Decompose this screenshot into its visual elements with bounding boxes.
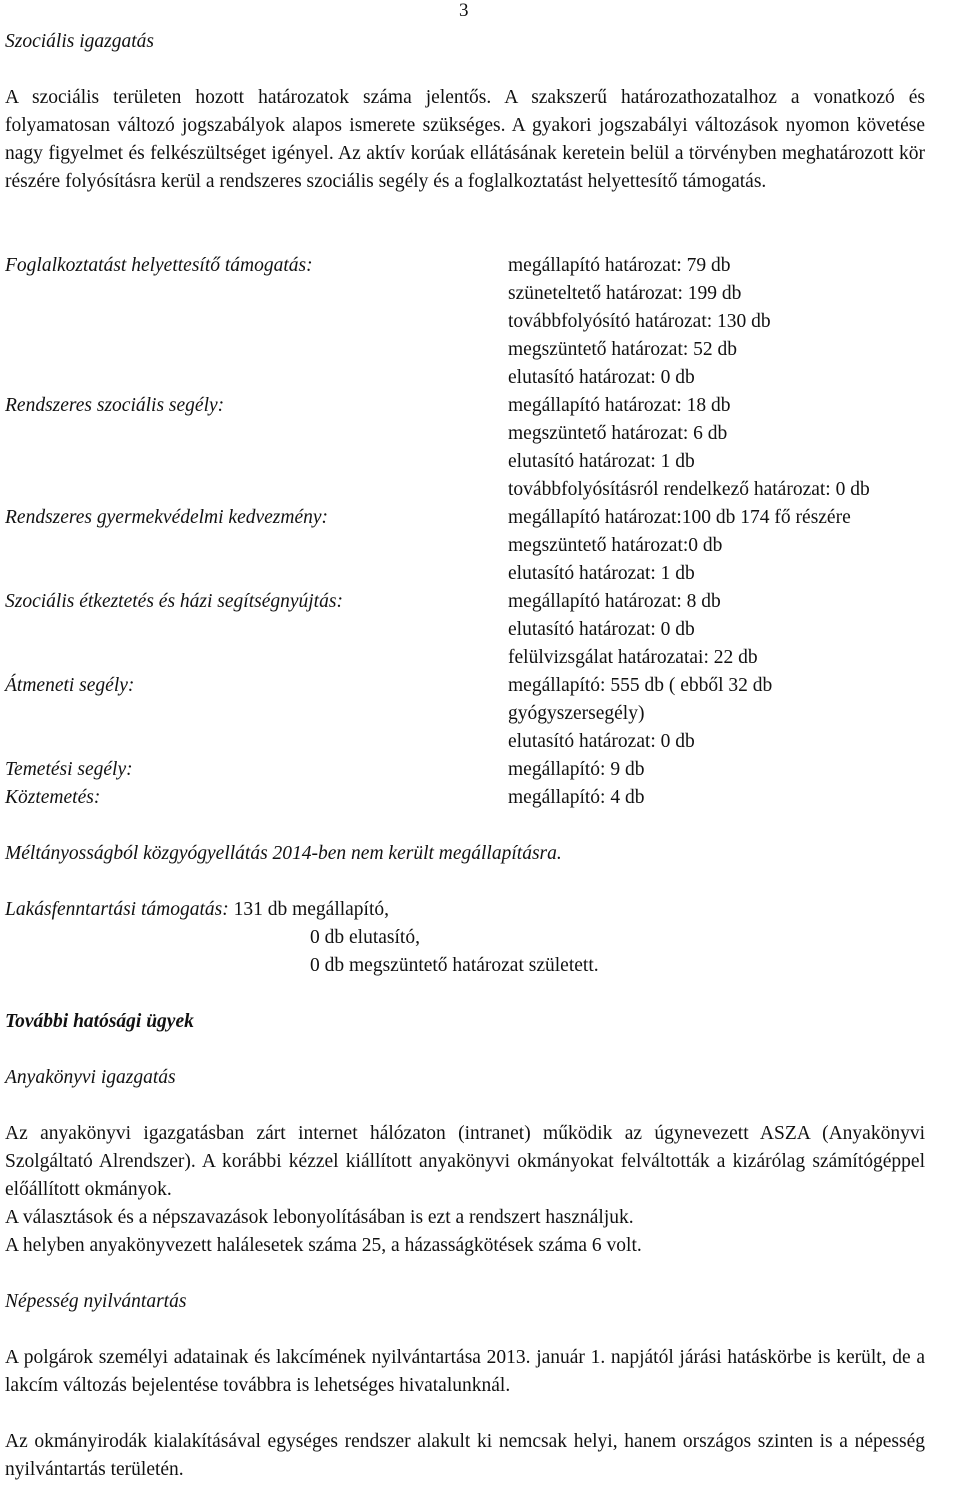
nepesseg-paragraph-1: A polgárok személyi adatainak és lakcímének nyilvántartása 2013. január 1. napjától járási hatáskörbe is került, de a lakcím változás bejelentése továbbra is lehetséges hivatalunknál.	[5, 1347, 925, 1396]
lakas-line-1	[5, 896, 389, 924]
benefit-line: elutasító határozat: 0 db	[508, 367, 695, 388]
lakas-value-3: 0 db megszüntető határozat született.	[310, 955, 599, 976]
benefit-line: elutasító határozat: 1 db	[508, 451, 695, 472]
benefit-line: megállapító: 9 db	[508, 759, 645, 780]
benefit-line: megállapító határozat: 8 db	[508, 591, 721, 612]
benefit-line: megállapító határozat: 79 db	[508, 255, 731, 276]
benefit-line: felülvizsgálat határozatai: 22 db	[508, 647, 758, 668]
benefit-line: gyógyszersegély)	[508, 703, 645, 724]
benefit-label: Köztemetés:	[5, 787, 101, 808]
benefit-line: elutasító határozat: 0 db	[508, 731, 695, 752]
benefit-line: továbbfolyósító határozat: 130 db	[508, 311, 771, 332]
benefit-line: megszüntető határozat: 52 db	[508, 339, 738, 360]
section-title: Szociális igazgatás	[5, 31, 154, 52]
lakas-label: Lakásfenntartási támogatás:	[5, 899, 229, 920]
intro-paragraph: A szociális területen hozott határozatok száma jelentős. A szakszerű határozathozatalhoz a vonatkozó és folyamatosan változó jogszabályok alapos ismerete szükséges. A gyakori jogszabályi változások nyomon követése nagy figyelmet és felkészültséget igényel. Az aktív korúak ellátásának keretein belül a törvényben meghatározott kör részére folyósításra kerül a rendszeres szociális segély és a foglalkoztatást helyettesítő támogatás.	[5, 87, 925, 192]
nepesseg-heading: Népesség nyilvántartás	[5, 1291, 187, 1312]
further-heading: További hatósági ügyek	[5, 1011, 194, 1032]
benefit-label: Szociális étkeztetés és házi segítségnyújtás:	[5, 591, 343, 612]
lakas-value-2: 0 db elutasító,	[310, 927, 420, 948]
benefit-line: megállapító határozat: 18 db	[508, 395, 731, 416]
benefit-label: Rendszeres gyermekvédelmi kedvezmény:	[5, 507, 329, 528]
page-number: 3	[459, 0, 469, 21]
benefit-line: megszüntető határozat: 6 db	[508, 423, 728, 444]
anyakonyv-heading: Anyakönyvi igazgatás	[5, 1067, 176, 1088]
nepesseg-paragraph-2: Az okmányirodák kialakításával egységes rendszer alakult ki nemcsak helyi, hanem országos szinten is a népesség nyilvántartás területén.	[5, 1431, 925, 1480]
anyakonyv-line-2: A helyben anyakönyvezett halálesetek száma 25, a házasságkötések száma 6 volt.	[5, 1235, 642, 1256]
benefit-line: megállapító: 555 db ( ebből 32 db	[508, 675, 773, 696]
benefit-line: megszüntető határozat:0 db	[508, 535, 723, 556]
benefit-line: elutasító határozat: 0 db	[508, 619, 695, 640]
benefit-line: elutasító határozat: 1 db	[508, 563, 695, 584]
benefit-line: továbbfolyósításról rendelkező határozat: 0 db	[508, 479, 870, 500]
benefit-line: megállapító: 4 db	[508, 787, 645, 808]
benefit-label: Rendszeres szociális segély:	[5, 395, 225, 416]
benefit-label: Foglalkoztatást helyettesítő támogatás:	[5, 255, 313, 276]
kozgyogy-note: Méltányosságból közgyógyellátás 2014-ben nem került megállapításra.	[5, 843, 562, 864]
benefit-line: megállapító határozat:100 db 174 fő részére	[508, 507, 851, 528]
benefit-label: Temetési segély:	[5, 759, 133, 780]
benefit-line: szüneteltető határozat: 199 db	[508, 283, 742, 304]
benefit-label: Átmeneti segély:	[5, 675, 135, 696]
anyakonyv-line-1: A választások és a népszavazások lebonyolításában is ezt a rendszert használjuk.	[5, 1207, 634, 1228]
lakas-value-1: 131 db megállapító,	[233, 899, 390, 920]
anyakonyv-paragraph: Az anyakönyvi igazgatásban zárt internet hálózaton (intranet) működik az úgynevezett ASZA (Anyakönyvi Szolgáltató Alrendszer). A korábbi kézzel kiállított anyakönyvi okmányokat felváltották a kizárólag számítógéppel előállított okmányok.	[5, 1123, 925, 1200]
